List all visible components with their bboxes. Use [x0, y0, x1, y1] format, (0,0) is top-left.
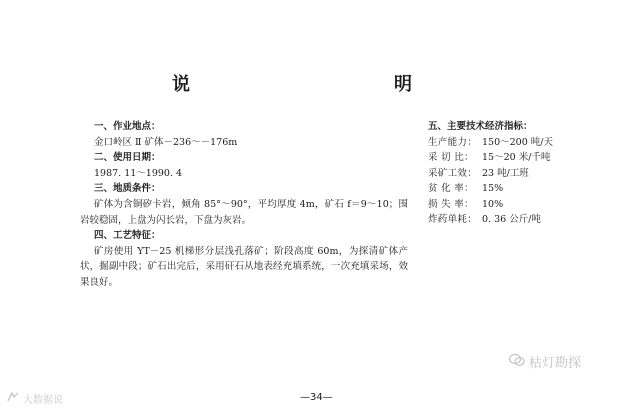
spec-value: 150～200 吨/天: [482, 136, 553, 148]
page-title: 说 明: [172, 74, 468, 95]
spec-row: [428, 166, 628, 182]
spec-value: 10%: [482, 198, 504, 210]
left-column: [80, 119, 410, 291]
spec-row: [428, 135, 628, 151]
section-heading-date: 二、使用日期：: [94, 152, 161, 164]
watermark-left: [6, 391, 63, 406]
process-paragraph: 矿房使用 YT－25 机梯形分层浅孔落矿；阶段高度 60m，为探清矿体产状，掘副中段；矿石出完后，采用矸石从地表经充填系统，一次充填采场，效果良好。: [80, 245, 408, 288]
page-number: —34—: [300, 392, 333, 403]
logo-icon: [6, 391, 20, 406]
right-column: [428, 119, 628, 228]
watermark-right-text: 枯灯勘探: [529, 356, 582, 371]
spec-label: 生产能力：: [428, 136, 478, 148]
section-heading-process: 四、工艺特征：: [94, 230, 161, 242]
spec-value: 15～20 米/千吨: [482, 152, 551, 163]
spec-value: 23 吨/工班: [482, 167, 529, 179]
spec-label: 炸药单耗：: [428, 214, 478, 225]
spec-row: [428, 181, 628, 197]
spec-row: [428, 150, 628, 166]
specs-heading: 五、主要技术经济指标：: [428, 121, 533, 132]
watermark-right: [509, 352, 581, 371]
geology-paragraph: 矿体为含铜矽卡岩，倾角 85°～90°，平均厚度 4m，矿石 f＝9～10；围岩较稳固，上盘为闪长岩，下盘为灰岩。: [80, 198, 408, 226]
spec-label: 采矿工效：: [428, 167, 478, 179]
wechat-icon: [509, 353, 525, 371]
location-text: 金口岭区 Ⅱ 矿体－236～－176m: [94, 136, 238, 148]
spec-label: 采 切 比：: [428, 152, 474, 163]
spec-value: 0. 36 公斤/吨: [482, 214, 541, 225]
spec-label: 贫 化 率：: [428, 183, 474, 194]
watermark-left-text: 大数据说: [23, 395, 63, 406]
spec-row: [428, 197, 628, 213]
spec-row: [428, 212, 628, 228]
section-heading-location: 一、作业地点：: [94, 121, 161, 132]
section-heading-geology: 三、地质条件：: [94, 183, 161, 195]
spec-value: 15%: [482, 183, 504, 194]
spec-label: 损 失 率：: [428, 198, 474, 210]
date-text: 1987. 11～1990. 4: [94, 167, 183, 179]
